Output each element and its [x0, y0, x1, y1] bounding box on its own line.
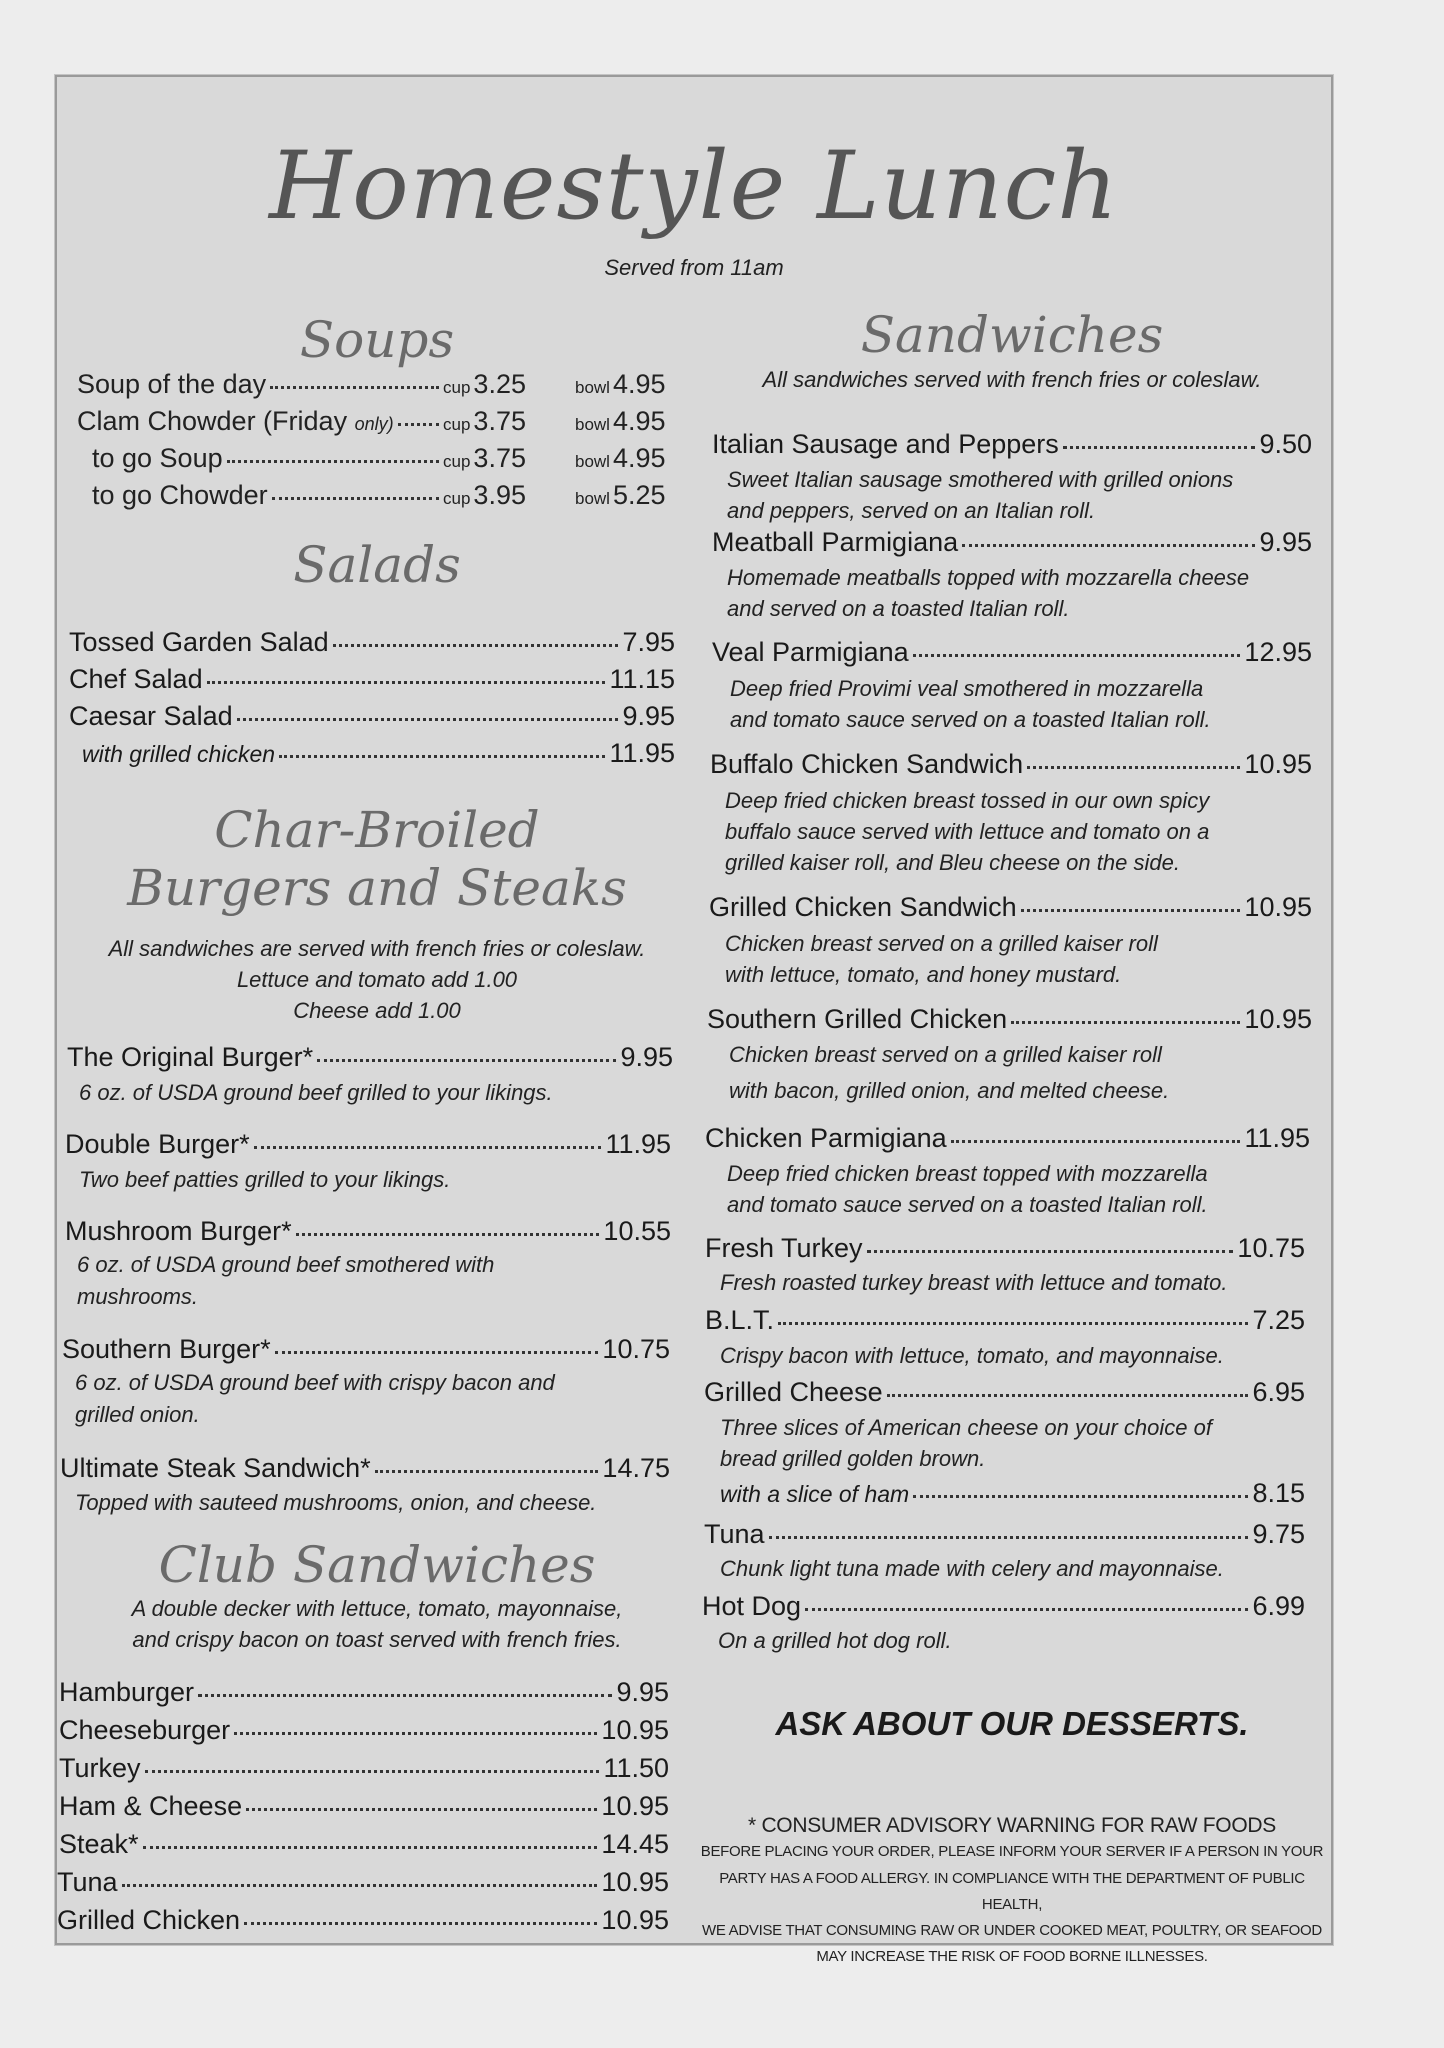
- sandwich-item: B.L.T. 7.25: [705, 1305, 1305, 1335]
- sandwich-desc: with bacon, grilled onion, and melted cheese.: [729, 1078, 1170, 1103]
- club-item: Steak* 14.45: [59, 1829, 669, 1859]
- burger-desc: Two beef patties grilled to your likings.: [79, 1167, 451, 1192]
- sandwich-desc: Crispy bacon with lettuce, tomato, and mayonnaise.: [720, 1343, 1224, 1368]
- burger-item: Double Burger* 11.95: [65, 1129, 671, 1159]
- sandwich-desc: Chunk light tuna made with celery and mayonnaise.: [720, 1556, 1224, 1581]
- advisory-line: MAY INCREASE THE RISK OF FOOD BORNE ILLNESSES.: [816, 1948, 1208, 1966]
- sandwich-desc: Deep fried chicken breast tossed in our own spicy: [725, 788, 1210, 813]
- burger-desc: grilled onion.: [75, 1402, 200, 1427]
- burgers-note-3: Cheese add 1.00: [293, 998, 461, 1023]
- burgers-heading-line1: Char-Broiled: [214, 801, 540, 859]
- sandwich-desc: Chicken breast served on a grilled kaiser roll: [725, 931, 1158, 956]
- burger-item: Southern Burger* 10.75: [62, 1334, 670, 1364]
- soup-item: to go Soup cup 3.75 bowl 4.95: [92, 443, 666, 473]
- sandwich-item: Hot Dog 6.99: [702, 1591, 1305, 1621]
- salad-item: with grilled chicken 11.95: [82, 738, 675, 768]
- burger-item: The Original Burger* 9.95: [67, 1042, 673, 1072]
- soup-item: Clam Chowder (Friday only) cup 3.75 bowl 4.95: [77, 406, 666, 436]
- club-item: Cheeseburger 10.95: [59, 1715, 669, 1745]
- sandwich-item: Grilled Chicken Sandwich 10.95: [709, 892, 1312, 922]
- sandwich-item: Grilled Cheese 6.95: [704, 1377, 1305, 1407]
- salad-item: Tossed Garden Salad 7.95: [69, 627, 675, 657]
- sandwiches-note: All sandwiches served with french fries or coleslaw.: [762, 367, 1262, 392]
- sandwich-item: Meatball Parmigiana 9.95: [712, 527, 1312, 557]
- desserts-callout: ASK ABOUT OUR DESSERTS.: [775, 1705, 1249, 1742]
- sandwich-desc: and tomato sauce served on a toasted Italian roll.: [727, 1192, 1208, 1217]
- sandwich-desc: with lettuce, tomato, and honey mustard.: [725, 962, 1122, 987]
- burger-desc: Topped with sauteed mushrooms, onion, and cheese.: [75, 1490, 597, 1515]
- sandwich-desc: bread grilled golden brown.: [720, 1446, 986, 1471]
- soups-heading: Soups: [299, 311, 455, 369]
- sandwich-item: Chicken Parmigiana 11.95: [705, 1123, 1310, 1153]
- sandwich-desc: Three slices of American cheese on your choice of: [720, 1415, 1212, 1440]
- sandwich-desc: Deep fried chicken breast topped with mozzarella: [727, 1161, 1208, 1186]
- burger-item: Ultimate Steak Sandwich* 14.75: [60, 1453, 670, 1483]
- sandwich-item: Fresh Turkey 10.75: [705, 1233, 1305, 1263]
- burgers-note-1: All sandwiches are served with french fries or coleslaw.: [108, 936, 646, 961]
- club-item: Tuna 10.95: [57, 1867, 669, 1897]
- soup-item: to go Chowder cup 3.95 bowl 5.25: [92, 480, 666, 510]
- sandwich-desc: Chicken breast served on a grilled kaiser roll: [729, 1042, 1162, 1067]
- sandwich-item: Tuna 9.75: [704, 1519, 1305, 1549]
- sandwich-desc: and served on a toasted Italian roll.: [727, 596, 1070, 621]
- burger-desc: 6 oz. of USDA ground beef smothered with: [77, 1252, 495, 1277]
- club-heading: Club Sandwiches: [158, 1536, 596, 1594]
- sandwich-desc: grilled kaiser roll, and Bleu cheese on the side.: [725, 850, 1180, 875]
- club-item: Grilled Chicken 10.95: [57, 1905, 669, 1935]
- sandwich-desc: and tomato sauce served on a toasted Italian roll.: [730, 707, 1211, 732]
- menu-sheet: [55, 75, 1333, 1966]
- sandwich-desc: On a grilled hot dog roll.: [718, 1628, 952, 1653]
- advisory-title: * CONSUMER ADVISORY WARNING FOR RAW FOODS: [748, 1814, 1276, 1837]
- burgers-heading-line2: Burgers and Steaks: [127, 859, 627, 917]
- sandwiches-heading: Sandwiches: [860, 306, 1164, 364]
- burger-desc: 6 oz. of USDA ground beef grilled to your likings.: [79, 1080, 553, 1105]
- burger-desc: 6 oz. of USDA ground beef with crispy bacon and: [75, 1370, 555, 1395]
- sandwich-item: Buffalo Chicken Sandwich 10.95: [710, 749, 1312, 779]
- sandwich-desc: Fresh roasted turkey breast with lettuce and tomato.: [720, 1270, 1228, 1295]
- sandwich-desc: Sweet Italian sausage smothered with grilled onions: [727, 467, 1234, 492]
- advisory-line: WE ADVISE THAT CONSUMING RAW OR UNDER COOKED MEAT, POULTRY, OR SEAFOOD: [702, 1922, 1322, 1940]
- salads-heading: Salads: [293, 536, 461, 594]
- sandwich-desc: and peppers, served on an Italian roll.: [727, 498, 1096, 523]
- advisory-line: PARTY HAS A FOOD ALLERGY. IN COMPLIANCE WITH THE DEPARTMENT OF PUBLIC HEALTH,: [719, 1869, 1305, 1913]
- menu-subtitle: Served from 11am: [604, 255, 784, 280]
- advisory-line: BEFORE PLACING YOUR ORDER, PLEASE INFORM YOUR SERVER IF A PERSON IN YOUR: [700, 1843, 1324, 1861]
- burger-desc: mushrooms.: [77, 1284, 199, 1309]
- salad-item: Chef Salad 11.15: [69, 664, 675, 694]
- sandwich-desc: Deep fried Provimi veal smothered in mozzarella: [730, 676, 1204, 701]
- club-item: Hamburger 9.95: [59, 1677, 669, 1707]
- sandwich-desc: Homemade meatballs topped with mozzarella cheese: [727, 565, 1250, 590]
- sandwich-desc: buffalo sauce served with lettuce and tomato on a: [725, 819, 1210, 844]
- burgers-note-2: Lettuce and tomato add 1.00: [236, 967, 518, 992]
- burger-item: Mushroom Burger* 10.55: [65, 1216, 671, 1246]
- consumer-advisory: [692, 1812, 1332, 1971]
- soup-item: Soup of the day cup 3.25 bowl 4.95: [77, 369, 666, 399]
- sandwich-item: Southern Grilled Chicken 10.95: [707, 1004, 1312, 1034]
- sandwich-item: Veal Parmigiana 12.95: [712, 637, 1312, 667]
- sandwich-item: Italian Sausage and Peppers 9.50: [712, 429, 1312, 459]
- sandwich-item: with a slice of ham 8.15: [720, 1478, 1305, 1508]
- club-item: Turkey 11.50: [59, 1753, 669, 1783]
- club-note-1: A double decker with lettuce, tomato, mayonnaise,: [131, 1596, 623, 1621]
- menu-title: Homestyle Lunch: [269, 132, 1119, 241]
- salad-item: Caesar Salad 9.95: [69, 701, 675, 731]
- club-item: Ham & Cheese 10.95: [59, 1791, 669, 1821]
- club-note-2: and crispy bacon on toast served with french fries.: [132, 1627, 622, 1652]
